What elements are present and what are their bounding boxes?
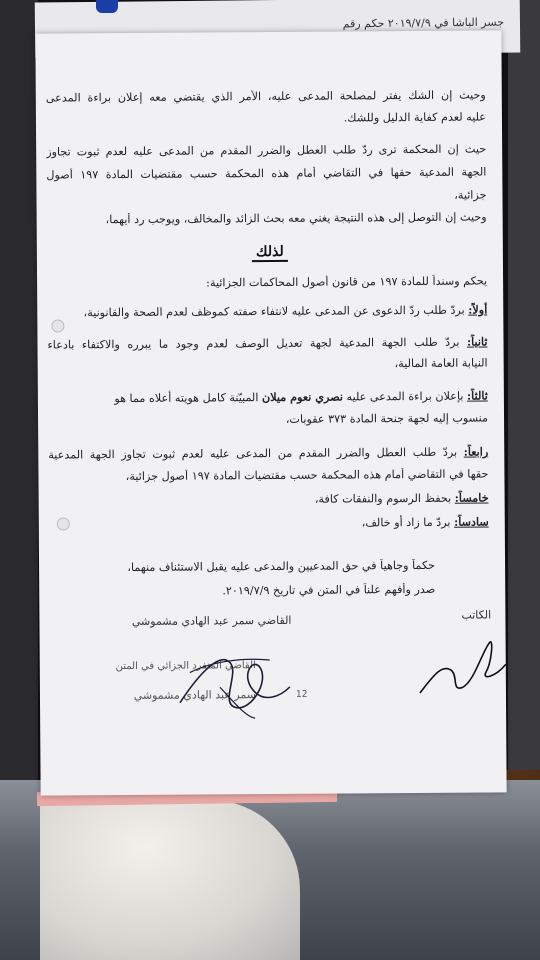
item-text: منسوب إليه لجهة جنحة المادة ٣٧٣ عقوبات،	[285, 411, 489, 426]
paragraph-line: الجهة المدعية حقها في التقاضي أمام هذه المحكمة حسب مقتضيات المادة ١٩٧ أصول	[46, 165, 487, 182]
ruling-intro: يحكم وسنداً للمادة ١٩٧ من قانون أصول المحاكمات الجزائية:	[206, 274, 488, 290]
underlying-page-header: جسر الباشا في ٢٠١٩/٧/٩ حكم رقم	[342, 15, 505, 31]
page-number: 12	[295, 689, 308, 700]
judge-signature	[160, 632, 301, 723]
clerk-label: الكاتب	[461, 608, 492, 622]
item-label: سادساً:	[454, 514, 489, 529]
document-page	[35, 30, 506, 795]
item-text: بردّ ما زاد أو خالف،	[361, 515, 451, 530]
item-text: بردّ طلب الجهة المدعية لجهة تعديل الوصف لعدم وجود ما يبرره والاكتفاء بادعاء	[47, 335, 460, 352]
white-fabric	[40, 800, 300, 960]
paragraph-line: جزائية،	[454, 188, 487, 202]
item-text: بحفظ الرسوم والنفقات كافة،	[314, 491, 452, 506]
punch-hole	[51, 319, 64, 332]
dark-background-left	[0, 0, 38, 800]
item-text: النيابة العامة المالية،	[394, 356, 488, 371]
ruling-item-4	[48, 444, 488, 461]
paragraph-line: وحيث إن الشك يفتر لمصلحة المدعى عليه، الأمر الذي يقتضي معه إعلان براءة المدعى	[45, 88, 486, 105]
item-text: حقها في التقاضي أمام هذه المحكمة حسب مقتضيات المادة ١٩٧ أصول جزائية،	[125, 467, 489, 484]
paragraph-line: عليه لعدم كفاية الدليل وللشك.	[343, 110, 486, 125]
paragraph-line: وحيث إن التوصل إلى هذه النتيجة يغني معه بحث الزائد والمخالف، ويوجب رد أيهما،	[105, 210, 487, 227]
ruling-item-5	[49, 490, 489, 507]
stamp-line: القاضي المنفرد الجزائي في المتن	[115, 660, 256, 673]
pen-cap	[96, 0, 118, 13]
ruling-item-2	[47, 334, 487, 351]
stamp-line: سمر عبد الهادي مشموشي	[133, 688, 257, 702]
item-text: بردّ طلب العطل والضرر المقدم من المدعى عليه لعدم ثبوت تجاوز الجهة المدعية	[48, 445, 458, 462]
closing-line: صدر وأفهم علناً في المتن في تاريخ ٢٠١٩/٧/٩.	[222, 582, 436, 598]
item-text: المبيّنة كامل هويته أعلاه مما هو	[114, 391, 259, 406]
item-label: ثانياً:	[466, 334, 488, 349]
item-text: بإعلان براءة المدعى عليه	[346, 389, 464, 404]
defendant-name: نصري نعوم ميلان	[261, 389, 344, 405]
ruling-item-1	[47, 302, 487, 319]
dark-background-right	[508, 0, 540, 800]
item-label: ثالثاً:	[466, 388, 488, 403]
ruling-item-6	[49, 514, 489, 531]
item-label: خامساً:	[454, 490, 489, 505]
paragraph-line: حيث إن المحكمة ترى ردّ طلب العطل والضرر المقدم من المدعى عليه لعدم ثبوت تجاوز	[46, 142, 487, 159]
item-text: بردّ طلب ردّ الدعوى عن المدعى عليه لانتفاء صفته كموظف لعدم الصحة والقانونية،	[83, 303, 465, 320]
clerk-signature	[412, 632, 508, 703]
ruling-item-3	[48, 388, 488, 405]
item-label: رابعاً:	[463, 444, 489, 459]
judge-name: القاضي سمر عبد الهادي مشموشي	[131, 613, 292, 628]
closing-line: حكماً وجاهياً في حق المدعيين والمدعى عليه يقبل الاستئناف منهما،	[127, 558, 436, 575]
section-heading: لذلك	[37, 242, 503, 261]
item-label: أولاً:	[468, 302, 488, 317]
